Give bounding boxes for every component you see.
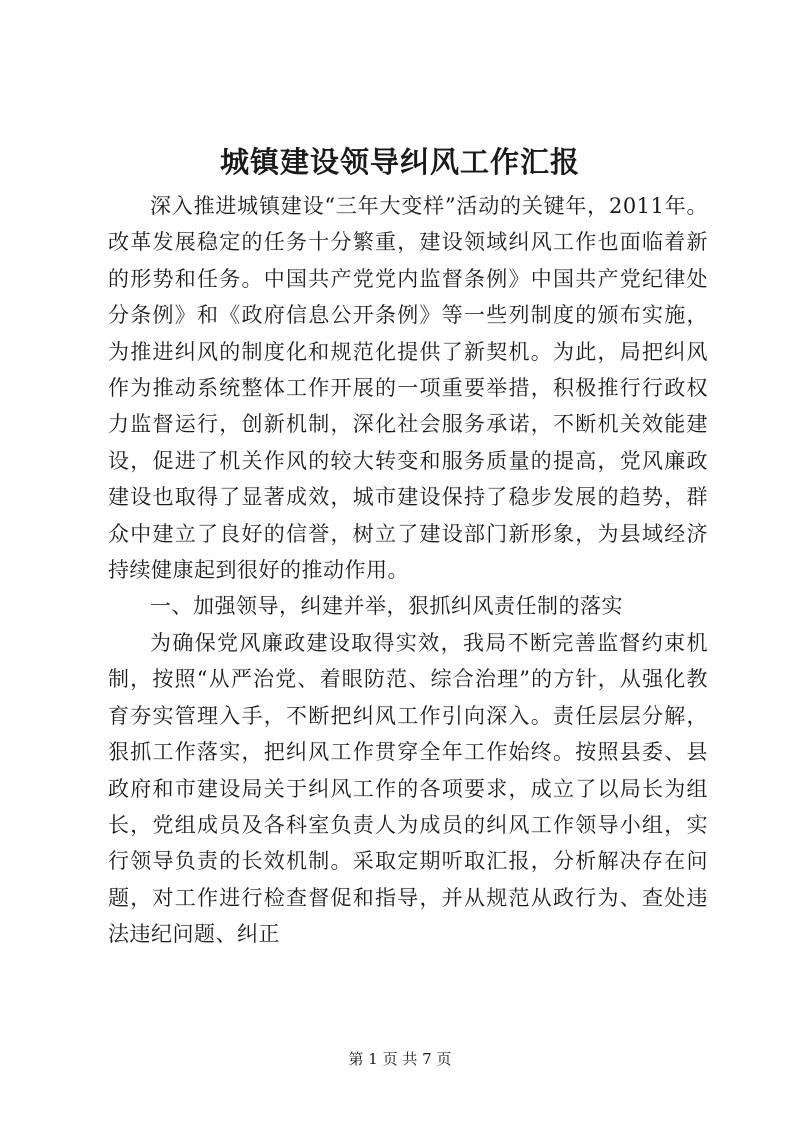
page-footer: 第 1 页 共 7 页 [348,1050,452,1068]
intro-paragraph: 深入推进城镇建设“三年大变样”活动的关键年，2011年。改革发展稳定的任务十分繁重，建设领域纠风工作也面临着新的形势和任务。中国共产党党内监督条例》中国共产党纪律处分条例》和《政府信息公开条例》等一些列制度的颁布实施，为推进纠风的制度化和规范化提供了新契机。为此，局把纠风作为推动系统整体工作开展的一项重要举措，积极推行行政权力监督运行，创新机制，深化社会服务承诺，不断机关效能建设，促进了机关作风的较大转变和服务质量的提高，党风廉政建设也取得了显著成效，城市建设保持了稳步发展的趋势，群众中建立了良好的信誉，树立了建设部门新形象，为县域经济持续健康起到很好的推动作用。 [108,194,708,583]
section-paragraph: 为确保党风廉政建设取得实效，我局不断完善监督约束机制，按照“从严治党、着眼防范、综合治理”的方针，从强化教育夯实管理入手，不断把纠风工作引向深入。责任层层分解，狠抓工作落实，把纠风工作贯穿全年工作始终。按照县委、县政府和市建设局关于纠风工作的各项要求，成立了以局长为组长，党组成员及各科室负责人为成员的纠风工作领导小组，实行领导负责的长效机制。采取定期听取汇报，分析解决存在问题，对工作进行检查督促和指导，并从规范从政行为、查处违法违纪问题、纠正 [108,630,708,947]
document-title: 城镇建设领导纠风工作汇报 [219,145,580,179]
document-body [108,188,708,953]
section-heading: 一、加强领导，纠建并举，狠抓纠风责任制的落实 [150,594,623,619]
